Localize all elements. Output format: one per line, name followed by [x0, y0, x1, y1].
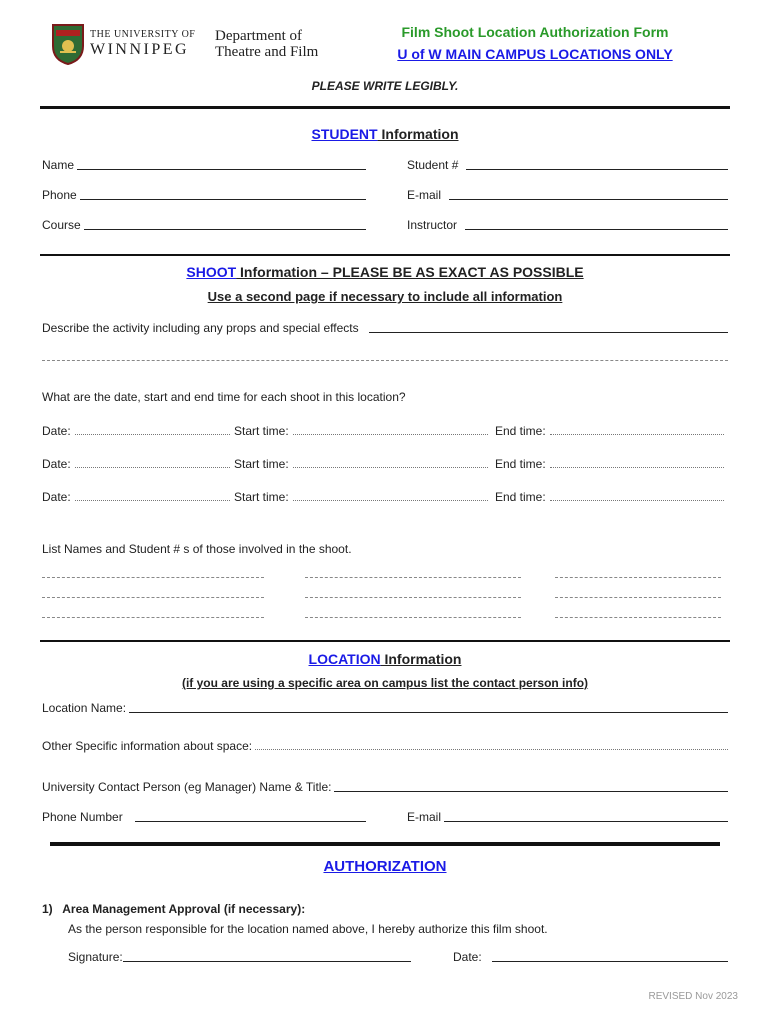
location-name-field[interactable]: Location Name: — [42, 699, 728, 715]
space-info-field[interactable]: Other Specific information about space: — [42, 737, 728, 753]
location-heading: LOCATION Information — [308, 651, 462, 667]
participant-line[interactable] — [42, 597, 264, 598]
student-instructor-field[interactable]: Instructor — [407, 216, 728, 232]
university-crest — [50, 22, 86, 66]
shoot-end-field[interactable]: End time: — [495, 422, 728, 438]
location-subheading: (if you are using a specific area on campus list the contact person info) — [181, 676, 589, 690]
shoot-times-question: What are the date, start and end time for each shoot in this location? — [42, 390, 406, 404]
university-name: THE UNIVERSITY OF WINNIPEG — [90, 29, 196, 58]
activity-description-field[interactable]: Describe the activity including any props and special effects — [42, 319, 728, 335]
student-heading: STUDENT Information — [311, 126, 459, 142]
contact-person-field[interactable]: University Contact Person (eg Manager) Name & Title: — [42, 778, 728, 794]
participant-line[interactable] — [42, 577, 264, 578]
shoot-start-field[interactable]: Start time: — [234, 455, 492, 471]
contact-phone-field[interactable]: Phone Number — [42, 808, 366, 824]
form-subtitle: U of W MAIN CAMPUS LOCATIONS ONLY — [397, 46, 673, 62]
student-phone-field[interactable]: Phone — [42, 186, 366, 202]
authorization-statement: As the person responsible for the location named above, I hereby authorize this film shoot. — [68, 922, 548, 936]
activity-description-line2[interactable] — [42, 360, 728, 361]
section-divider — [40, 106, 730, 109]
participant-line[interactable] — [555, 577, 721, 578]
shoot-start-field[interactable]: Start time: — [234, 422, 492, 438]
shoot-date-field[interactable]: Date: — [42, 488, 234, 504]
shoot-end-field[interactable]: End time: — [495, 455, 728, 471]
section-divider — [40, 254, 730, 256]
participant-line[interactable] — [555, 617, 721, 618]
department-name: Department of Theatre and Film — [215, 28, 319, 60]
shoot-subheading: Use a second page if necessary to include all information — [207, 289, 563, 304]
participant-line[interactable] — [42, 617, 264, 618]
student-email-field[interactable]: E-mail — [407, 186, 728, 202]
shoot-start-field[interactable]: Start time: — [234, 488, 492, 504]
signature-field[interactable]: Signature: — [68, 948, 411, 964]
shoot-date-field[interactable]: Date: — [42, 422, 234, 438]
form-title: Film Shoot Location Authorization Form — [401, 24, 669, 40]
shoot-heading: SHOOT Information – PLEASE BE AS EXACT AS POSSIBLE — [186, 264, 584, 280]
student-name-field[interactable]: Name — [42, 156, 366, 172]
participant-line[interactable] — [305, 617, 521, 618]
student-course-field[interactable]: Course — [42, 216, 366, 232]
revision-note: REVISED Nov 2023 — [648, 991, 738, 1002]
participant-line[interactable] — [305, 577, 521, 578]
section-divider — [50, 842, 720, 846]
authorization-heading: AUTHORIZATION — [323, 858, 447, 875]
authorization-date-field[interactable]: Date: — [453, 948, 728, 964]
shoot-date-field[interactable]: Date: — [42, 455, 234, 471]
approval-item: 1) Area Management Approval (if necessary): — [42, 902, 306, 916]
contact-email-field[interactable]: E-mail — [407, 808, 728, 824]
participants-label: List Names and Student # s of those involved in the shoot. — [42, 542, 352, 556]
shoot-end-field[interactable]: End time: — [495, 488, 728, 504]
section-divider — [40, 640, 730, 642]
student-number-field[interactable]: Student # — [407, 156, 728, 172]
participant-line[interactable] — [555, 597, 721, 598]
write-legibly-note: PLEASE WRITE LEGIBLY. — [311, 79, 459, 93]
participant-line[interactable] — [305, 597, 521, 598]
